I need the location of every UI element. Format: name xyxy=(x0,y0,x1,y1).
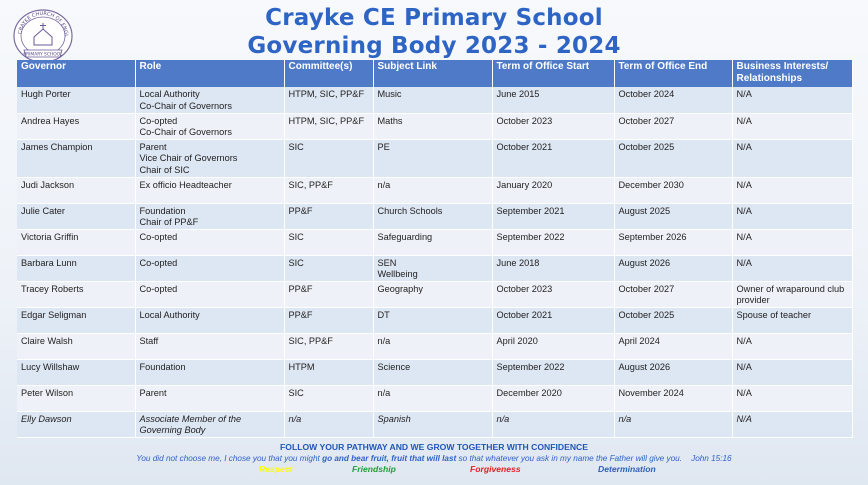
role-line: Co-opted xyxy=(139,231,178,242)
committees-cell: PP&F xyxy=(284,307,373,333)
header-governor: Governor xyxy=(17,60,135,87)
role-line: Local Authority xyxy=(139,309,200,320)
term-start-cell: December 2020 xyxy=(492,385,614,411)
subject-link-cell xyxy=(373,255,492,281)
verse-text-start: You did not choose me, I chose you that you might xyxy=(136,454,323,463)
header-committees: Committee(s) xyxy=(284,60,373,87)
committees-cell: SIC, PP&F xyxy=(284,333,373,359)
business-interests-cell: N/A xyxy=(732,139,852,177)
governor-cell: Tracey Roberts xyxy=(17,281,135,307)
subject-link-line: DT xyxy=(377,309,390,320)
subject-link-line: Maths xyxy=(377,115,403,126)
committees-cell: PP&F xyxy=(284,203,373,229)
subject-link-line: Geography xyxy=(377,283,423,294)
table-row xyxy=(17,139,852,177)
role-cell xyxy=(135,113,284,139)
term-start-cell: June 2018 xyxy=(492,255,614,281)
role-line: Ex officio Headteacher xyxy=(139,179,232,190)
subject-link-cell xyxy=(373,113,492,139)
role-cell xyxy=(135,359,284,385)
term-end-cell: October 2025 xyxy=(614,139,732,177)
role-line: Parent xyxy=(139,387,167,398)
title-block xyxy=(0,4,868,60)
term-start-cell: September 2022 xyxy=(492,359,614,385)
term-start-cell: n/a xyxy=(492,411,614,437)
subject-link-cell xyxy=(373,307,492,333)
role-cell xyxy=(135,281,284,307)
verse-text-bold: go and bear fruit, fruit that will last xyxy=(322,454,457,463)
role-cell xyxy=(135,255,284,281)
business-interests-cell: N/A xyxy=(732,359,852,385)
table-row xyxy=(17,411,852,437)
committees-cell: HTPM xyxy=(284,359,373,385)
term-end-cell: December 2030 xyxy=(614,177,732,203)
subject-link-cell xyxy=(373,411,492,437)
school-motto: FOLLOW YOUR PATHWAY AND WE GROW TOGETHER WITH CONFIDENCE xyxy=(280,442,588,452)
term-start-cell: January 2020 xyxy=(492,177,614,203)
governors-table xyxy=(17,60,853,438)
role-line: Co-opted xyxy=(139,115,178,126)
role-line: Co-Chair of Governors xyxy=(139,127,232,137)
table-row xyxy=(17,177,852,203)
role-cell xyxy=(135,411,284,437)
subject-link-cell xyxy=(373,359,492,385)
subject-link-line: Spanish xyxy=(377,413,411,424)
business-interests-cell: Owner of wraparound club provider xyxy=(732,281,852,307)
governor-cell: Edgar Seligman xyxy=(17,307,135,333)
role-line: Associate Member of the Governing Body xyxy=(139,413,242,435)
committees-cell: SIC xyxy=(284,139,373,177)
subject-link-line: n/a xyxy=(377,179,391,190)
governor-cell: Claire Walsh xyxy=(17,333,135,359)
committees-cell: SIC xyxy=(284,385,373,411)
verse-text-end: so that whatever you ask in my name the Father will give you. xyxy=(456,454,682,463)
subject-link-line: Safeguarding xyxy=(377,231,433,242)
value-respect: Respect xyxy=(259,464,293,474)
header-subject-link: Subject Link xyxy=(373,60,492,87)
business-interests-cell: Spouse of teacher xyxy=(732,307,852,333)
business-interests-cell: N/A xyxy=(732,385,852,411)
role-line: Vice Chair of Governors xyxy=(139,153,238,163)
subject-link-cell xyxy=(373,203,492,229)
subject-link-line: Wellbeing xyxy=(377,269,418,279)
value-forgiveness: Forgiveness xyxy=(470,464,521,474)
governor-cell: Barbara Lunn xyxy=(17,255,135,281)
subject-link-cell xyxy=(373,333,492,359)
header-term-end: Term of Office End xyxy=(614,60,732,87)
term-end-cell: August 2026 xyxy=(614,359,732,385)
subject-link-line: Music xyxy=(377,89,402,99)
page-title: Crayke CE Primary School xyxy=(265,5,603,31)
footer xyxy=(0,442,868,464)
business-interests-cell: N/A xyxy=(732,229,852,255)
subject-link-line: SEN xyxy=(377,257,397,268)
subject-link-cell xyxy=(373,281,492,307)
role-line: Chair of SIC xyxy=(139,164,190,175)
table-body xyxy=(17,87,852,437)
governor-cell: Andrea Hayes xyxy=(17,113,135,139)
header-business-interests: Business Interests/ Relationships xyxy=(732,60,852,87)
school-values xyxy=(0,464,868,476)
term-end-cell: August 2025 xyxy=(614,203,732,229)
subject-link-line: PE xyxy=(377,141,390,152)
header-role: Role xyxy=(135,60,284,87)
term-start-cell: October 2021 xyxy=(492,307,614,333)
logo-ring-text: CRAYKE CHURCH OF ENGL xyxy=(17,10,70,38)
role-cell xyxy=(135,87,284,113)
subject-link-line: n/a xyxy=(377,335,391,346)
role-line: Local Authority xyxy=(139,89,200,99)
table-row xyxy=(17,255,852,281)
committees-cell: PP&F xyxy=(284,281,373,307)
page-subtitle: Governing Body 2023 - 2024 xyxy=(247,33,621,59)
term-end-cell: November 2024 xyxy=(614,385,732,411)
role-cell xyxy=(135,139,284,177)
subject-link-cell xyxy=(373,229,492,255)
table-row xyxy=(17,113,852,139)
committees-cell: SIC, PP&F xyxy=(284,177,373,203)
term-start-cell: October 2023 xyxy=(492,281,614,307)
business-interests-cell: N/A xyxy=(732,255,852,281)
role-line: Parent xyxy=(139,141,167,152)
subject-link-line: n/a xyxy=(377,387,391,398)
role-cell xyxy=(135,333,284,359)
term-start-cell: September 2022 xyxy=(492,229,614,255)
governor-cell: Hugh Porter xyxy=(17,87,135,113)
logo-banner-text: PRIMARY SCHOOL xyxy=(23,52,63,58)
term-end-cell: n/a xyxy=(614,411,732,437)
committees-cell: HTPM, SIC, PP&F xyxy=(284,87,373,113)
table-row xyxy=(17,87,852,113)
subject-link-line: Church Schools xyxy=(377,205,443,216)
governor-cell: Judi Jackson xyxy=(17,177,135,203)
subject-link-cell xyxy=(373,177,492,203)
verse-reference: John 15:16 xyxy=(691,454,732,463)
term-end-cell: October 2024 xyxy=(614,87,732,113)
term-end-cell: September 2026 xyxy=(614,229,732,255)
business-interests-cell: N/A xyxy=(732,87,852,113)
role-line: Foundation xyxy=(139,361,186,372)
business-interests-cell: N/A xyxy=(732,203,852,229)
table-row xyxy=(17,333,852,359)
committees-cell: SIC xyxy=(284,229,373,255)
term-start-cell: June 2015 xyxy=(492,87,614,113)
subject-link-cell xyxy=(373,139,492,177)
role-cell xyxy=(135,203,284,229)
term-end-cell: October 2027 xyxy=(614,281,732,307)
role-line: Foundation xyxy=(139,205,186,216)
role-cell xyxy=(135,177,284,203)
business-interests-cell: N/A xyxy=(732,411,852,437)
term-end-cell: October 2027 xyxy=(614,113,732,139)
role-cell xyxy=(135,385,284,411)
subject-link-cell xyxy=(373,87,492,113)
table-row xyxy=(17,385,852,411)
committees-cell: n/a xyxy=(284,411,373,437)
subject-link-line: Science xyxy=(377,361,411,372)
term-start-cell: October 2023 xyxy=(492,113,614,139)
value-friendship: Friendship xyxy=(352,464,396,474)
role-cell xyxy=(135,229,284,255)
table-header-row xyxy=(17,60,852,87)
governor-cell: Victoria Griffin xyxy=(17,229,135,255)
header-term-start: Term of Office Start xyxy=(492,60,614,87)
term-end-cell: August 2026 xyxy=(614,255,732,281)
role-line: Co-Chair of Governors xyxy=(139,100,232,111)
role-line: Co-opted xyxy=(139,257,178,268)
business-interests-cell: N/A xyxy=(732,333,852,359)
table-row xyxy=(17,229,852,255)
role-line: Co-opted xyxy=(139,283,178,294)
term-end-cell: April 2024 xyxy=(614,333,732,359)
governor-cell: Lucy Willshaw xyxy=(17,359,135,385)
governor-cell: Elly Dawson xyxy=(17,411,135,437)
business-interests-cell: N/A xyxy=(732,113,852,139)
role-line: Chair of PP&F xyxy=(139,217,199,227)
business-interests-cell: N/A xyxy=(732,177,852,203)
committees-cell: HTPM, SIC, PP&F xyxy=(284,113,373,139)
governor-cell: Julie Cater xyxy=(17,203,135,229)
bible-verse xyxy=(0,453,868,464)
table-row xyxy=(17,359,852,385)
committees-cell: SIC xyxy=(284,255,373,281)
subject-link-cell xyxy=(373,385,492,411)
term-start-cell: April 2020 xyxy=(492,333,614,359)
term-start-cell: September 2021 xyxy=(492,203,614,229)
table-row xyxy=(17,307,852,333)
governor-cell: Peter Wilson xyxy=(17,385,135,411)
value-determination: Determination xyxy=(598,464,656,474)
role-cell xyxy=(135,307,284,333)
governor-cell: James Champion xyxy=(17,139,135,177)
term-end-cell: October 2025 xyxy=(614,307,732,333)
role-line: Staff xyxy=(139,335,159,346)
table-row xyxy=(17,203,852,229)
table-row xyxy=(17,281,852,307)
term-start-cell: October 2021 xyxy=(492,139,614,177)
